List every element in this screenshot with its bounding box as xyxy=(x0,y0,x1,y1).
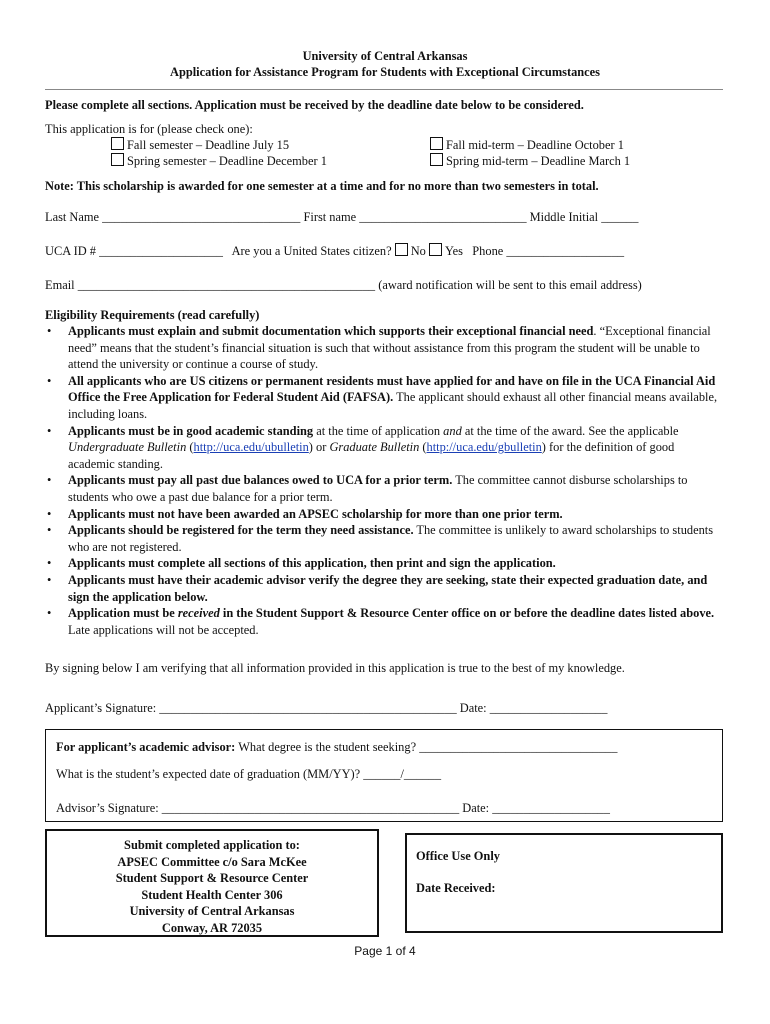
id-line xyxy=(45,243,624,259)
advisor-degree-line xyxy=(56,739,617,755)
option-fall-midterm[interactable]: Fall mid-term – Deadline October 1 xyxy=(430,137,624,153)
submit-line-3: Student Support & Resource Center xyxy=(115,871,309,886)
advisor-date-label: Date: xyxy=(462,801,490,815)
requirement-academic-standing: • Applicants must be in good academic standing at the time of application and at the time of the award. See the applicable Undergraduate Bulletin (http://uca.edu/ubulletin) or Graduate Bulletin (http://uca.edu/gbulletin) for the definition of good academic standing. xyxy=(45,423,723,473)
checkbox-spring-midterm[interactable] xyxy=(430,153,443,166)
requirement-deadline: • Application must be received in the Student Support & Resource Center office on or before the deadline dates listed above. Late applications will not be accepted. xyxy=(45,605,723,638)
advisor-signature-label: Advisor’s Signature: xyxy=(56,801,159,815)
option-fall-semester[interactable]: Fall semester – Deadline July 15 xyxy=(111,137,289,153)
eligibility-list xyxy=(45,323,723,638)
eligibility-heading: Eligibility Requirements (read carefully) xyxy=(45,308,260,322)
applicant-date-field[interactable]: ___________________ xyxy=(489,701,608,715)
submit-line-6: Conway, AR 72035 xyxy=(161,920,263,935)
instructions: Please complete all sections. Application must be received by the deadline date below to be considered. xyxy=(45,98,584,112)
requirement-financial-need: • Applicants must explain and submit documentation which supports their exceptional financial need. “Exceptional financial need” means that the student’s financial situation is such that without assistance from this program the student will be unable to attend the university or continue a course of study. xyxy=(45,323,723,373)
header-rule xyxy=(45,89,723,90)
email-field[interactable]: ________________________________________________ xyxy=(77,278,376,292)
checkbox-fall-semester[interactable] xyxy=(111,137,124,150)
requirement-prior-award: • Applicants must not have been awarded an APSEC scholarship for more than one prior term. xyxy=(45,506,723,523)
last-name-label: Last Name xyxy=(45,210,100,224)
middle-initial-field[interactable]: ______ xyxy=(601,210,639,224)
checkbox-citizen-yes[interactable] xyxy=(429,243,442,256)
phone-field[interactable]: ___________________ xyxy=(506,244,625,258)
advisor-date-field[interactable]: ___________________ xyxy=(492,801,610,815)
page-number: Page 1 of 4 xyxy=(354,944,416,958)
phone-label: Phone xyxy=(472,244,504,258)
submit-line-4: Student Health Center 306 xyxy=(141,887,283,902)
email-note: (award notification will be sent to this email address) xyxy=(378,278,642,292)
degree-question: What degree is the student seeking? xyxy=(238,740,417,754)
name-line xyxy=(45,209,638,225)
advisor-graduation-line xyxy=(56,766,441,782)
citizen-question: Are you a United States citizen? xyxy=(231,244,392,258)
scholarship-note: Note: This scholarship is awarded for one semester at a time and for no more than two semesters in total. xyxy=(45,179,599,193)
citizen-yes-label: Yes xyxy=(444,244,463,258)
checkbox-fall-midterm[interactable] xyxy=(430,137,443,150)
submit-line-5: University of Central Arkansas xyxy=(129,904,295,919)
submit-line-1: Submit completed application to: xyxy=(124,838,300,852)
date-received-label: Date Received: xyxy=(416,881,496,895)
graduation-question: What is the student’s expected date of graduation (MM/YY)? xyxy=(56,767,361,781)
requirement-advisor: • Applicants must have their academic advisor verify the degree they are seeking, state their expected graduation date, and sign the application below. xyxy=(45,572,723,605)
advisor-heading: For applicant’s academic advisor: xyxy=(56,740,236,754)
degree-field[interactable]: ________________________________ xyxy=(419,740,618,754)
email-label: Email xyxy=(45,278,75,292)
middle-initial-label: Middle Initial xyxy=(529,210,599,224)
first-name-label: First name xyxy=(303,210,357,224)
requirement-registered: • Applicants should be registered for the term they need assistance. The committee is unlikely to award scholarships to students who are not registered. xyxy=(45,522,723,555)
submit-line-2: APSEC Committee c/o Sara McKee xyxy=(117,854,307,869)
applicant-signature-field[interactable]: ________________________________________________ xyxy=(159,701,457,715)
graduation-date-field[interactable]: ______/______ xyxy=(363,767,442,781)
checkbox-citizen-no[interactable] xyxy=(395,243,408,256)
university-title: University of Central Arkansas xyxy=(302,49,468,63)
requirement-complete-sign: • Applicants must complete all sections of this application, then print and sign the application. xyxy=(45,555,723,572)
uca-id-field[interactable]: ____________________ xyxy=(99,244,223,258)
office-use-title: Office Use Only xyxy=(416,849,500,863)
graduate-bulletin-link[interactable]: http://uca.edu/gbulletin xyxy=(426,440,542,455)
advisor-signature-line xyxy=(56,800,610,816)
office-use-box xyxy=(405,833,723,933)
option-spring-midterm[interactable]: Spring mid-term – Deadline March 1 xyxy=(430,153,630,169)
first-name-field[interactable]: ___________________________ xyxy=(359,210,527,224)
application-title: Application for Assistance Program for Students with Exceptional Circumstances xyxy=(170,65,600,79)
requirement-past-due: • Applicants must pay all past due balances owed to UCA for a prior term. The committee cannot disburse scholarships to students who owe a past due balance for a prior term. xyxy=(45,472,723,505)
verification-statement: By signing below I am verifying that all information provided in this application is true to the best of my knowledge. xyxy=(45,661,625,675)
undergraduate-bulletin-link[interactable]: http://uca.edu/ubulletin xyxy=(193,440,309,455)
last-name-field[interactable]: ________________________________ xyxy=(102,210,301,224)
email-line xyxy=(45,277,642,293)
option-spring-semester[interactable]: Spring semester – Deadline December 1 xyxy=(111,153,327,169)
advisor-signature-field[interactable]: ________________________________________________ xyxy=(161,801,460,815)
applicant-signature-line xyxy=(45,700,607,716)
submit-address-box xyxy=(45,829,379,937)
citizen-no-label: No xyxy=(410,244,426,258)
requirement-fafsa: • All applicants who are US citizens or permanent residents must have applied for and have on file in the UCA Financial Aid Office the Free Application for Federal Student Aid (FAFSA). The applicant should exhaust all other financial means available, including loans. xyxy=(45,373,723,423)
applicant-date-label: Date: xyxy=(459,701,487,715)
uca-id-label: UCA ID # xyxy=(45,244,96,258)
application-for-prompt: This application is for (please check one): xyxy=(45,122,253,136)
checkbox-spring-semester[interactable] xyxy=(111,153,124,166)
applicant-signature-label: Applicant’s Signature: xyxy=(45,701,157,715)
